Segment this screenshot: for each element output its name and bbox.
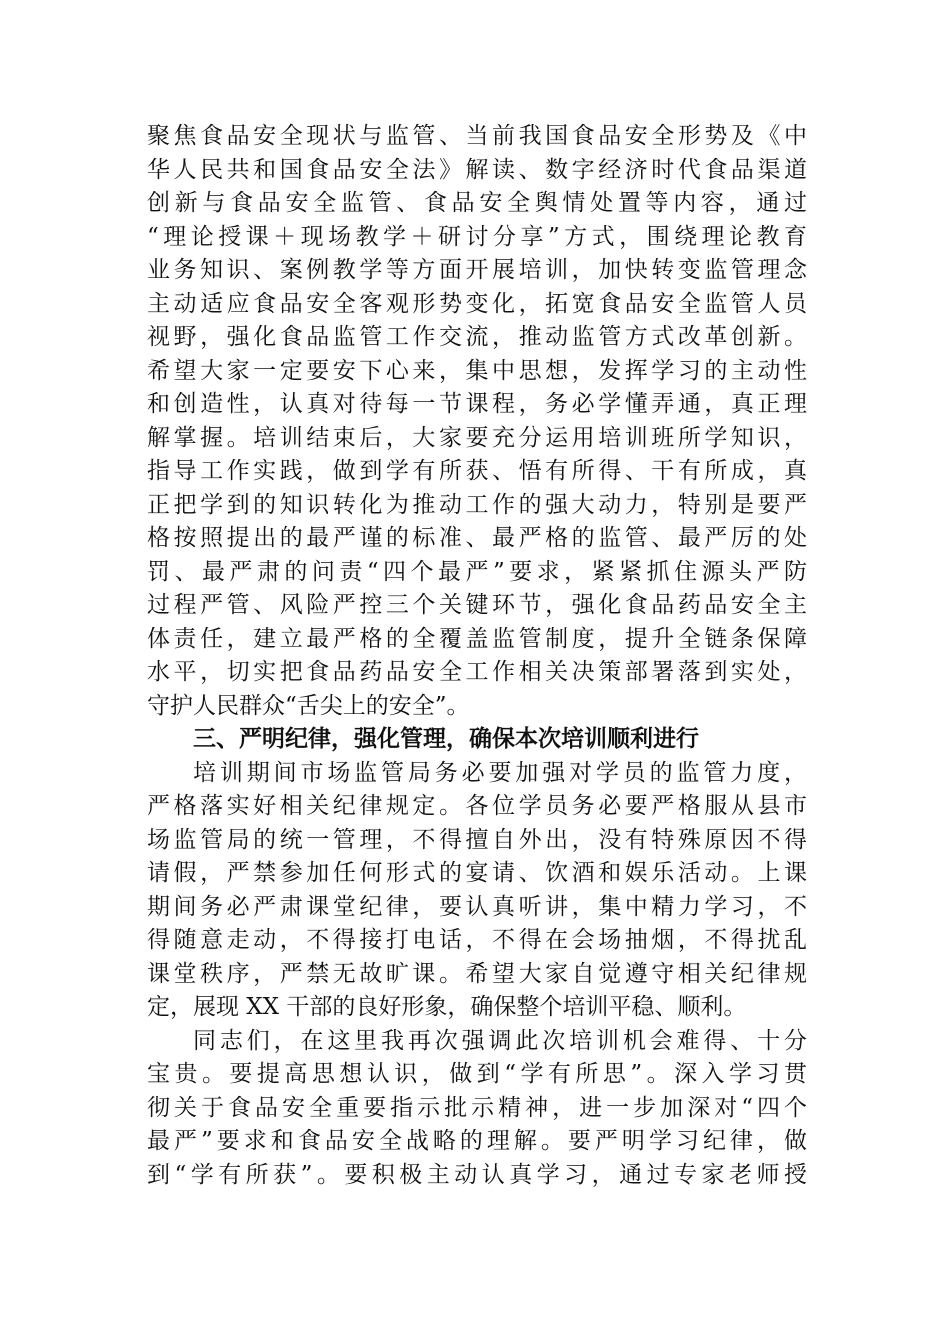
- text-line: 和创造性，认真对待每一节课程，务必学懂弄通，真正理: [147, 391, 807, 417]
- text-line: 华人民共和国食品安全法》解读、数字经济时代食品渠道: [147, 156, 807, 183]
- text-line: 过程严管、风险严控三个关键环节，强化食品药品安全主: [147, 592, 807, 618]
- text-line: 最严”要求和食品安全战略的理解。要严明学习纪律，做: [147, 1128, 807, 1154]
- text-line: 得随意走动，不得接打电话，不得在会场抽烟，不得扰乱: [147, 927, 807, 953]
- text-line: 同志们，在这里我再次强调此次培训机会难得、十分: [193, 1027, 807, 1054]
- text-line: 期间务必严肃课堂纪律，要认真听讲，集中精力学习，不: [147, 893, 807, 920]
- text-line: 主动适应食品安全客观形势变化，拓宽食品安全监管人员: [147, 290, 807, 317]
- section-heading: 三、严明纪律，强化管理，确保本次培训顺利进行: [193, 726, 699, 752]
- text-line: 视野，强化食品监管工作交流，推动监管方式改革创新。: [147, 324, 807, 350]
- text-line: 宝贵。要提高思想认识，做到“学有所思”。深入学习贯: [147, 1061, 807, 1087]
- text-line: 定，展现 XX 干部的良好形象，确保整个培训平稳、顺利。: [147, 994, 747, 1020]
- text-line: 培训期间市场监管局务必要加强对学员的监管力度，: [193, 759, 807, 786]
- paragraph-1: [147, 120, 807, 723]
- text-line: 水平，切实把食品药品安全工作相关决策部署落到实处，: [147, 659, 807, 685]
- text-line: 指导工作实践，做到学有所获、悟有所得、干有所成，真: [147, 458, 807, 484]
- text-line: 场监管局的统一管理，不得擅自外出，没有特殊原因不得: [147, 826, 807, 853]
- document-page: [147, 120, 807, 1192]
- text-line: “理论授课＋现场教学＋研讨分享”方式，围绕理论教育: [147, 223, 807, 250]
- text-line: 请假，严禁参加任何形式的宴请、饮酒和娱乐活动。上课: [147, 860, 807, 886]
- text-line: 到“学有所获”。要积极主动认真学习，通过专家老师授: [147, 1161, 807, 1188]
- text-line: 守护人民群众“舌尖上的安全”。: [147, 692, 470, 719]
- text-line: 体责任，建立最严格的全覆盖监管制度，提升全链条保障: [147, 625, 807, 652]
- text-line: 解掌握。培训结束后，大家要充分运用培训班所学知识，: [147, 424, 807, 451]
- paragraph-3: [147, 1025, 807, 1193]
- text-line: 聚焦食品安全现状与监管、当前我国食品安全形势及《中: [147, 123, 807, 149]
- text-line: 课堂秩序，严禁无故旷课。希望大家自觉遵守相关纪律规: [147, 960, 807, 987]
- text-line: 业务知识、案例教学等方面开展培训，加快转变监管理念: [147, 257, 807, 283]
- text-line: 罚、最严肃的问责“四个最严”要求，紧紧抓住源头严防: [147, 558, 807, 585]
- text-line: 创新与食品安全监管、食品安全舆情处置等内容，通过: [147, 190, 807, 216]
- text-line: 格按照提出的最严谨的标准、最严格的监管、最严厉的处: [147, 525, 807, 551]
- text-line: 彻关于食品安全重要指示批示精神，进一步加深对“四个: [147, 1094, 807, 1121]
- text-line: 希望大家一定要安下心来，集中思想，发挥学习的主动性: [147, 357, 807, 384]
- text-line: 严格落实好相关纪律规定。各位学员务必要严格服从县市: [147, 793, 807, 819]
- paragraph-2: [147, 757, 807, 1025]
- text-line: 正把学到的知识转化为推动工作的强大动力，特别是要严: [147, 491, 807, 518]
